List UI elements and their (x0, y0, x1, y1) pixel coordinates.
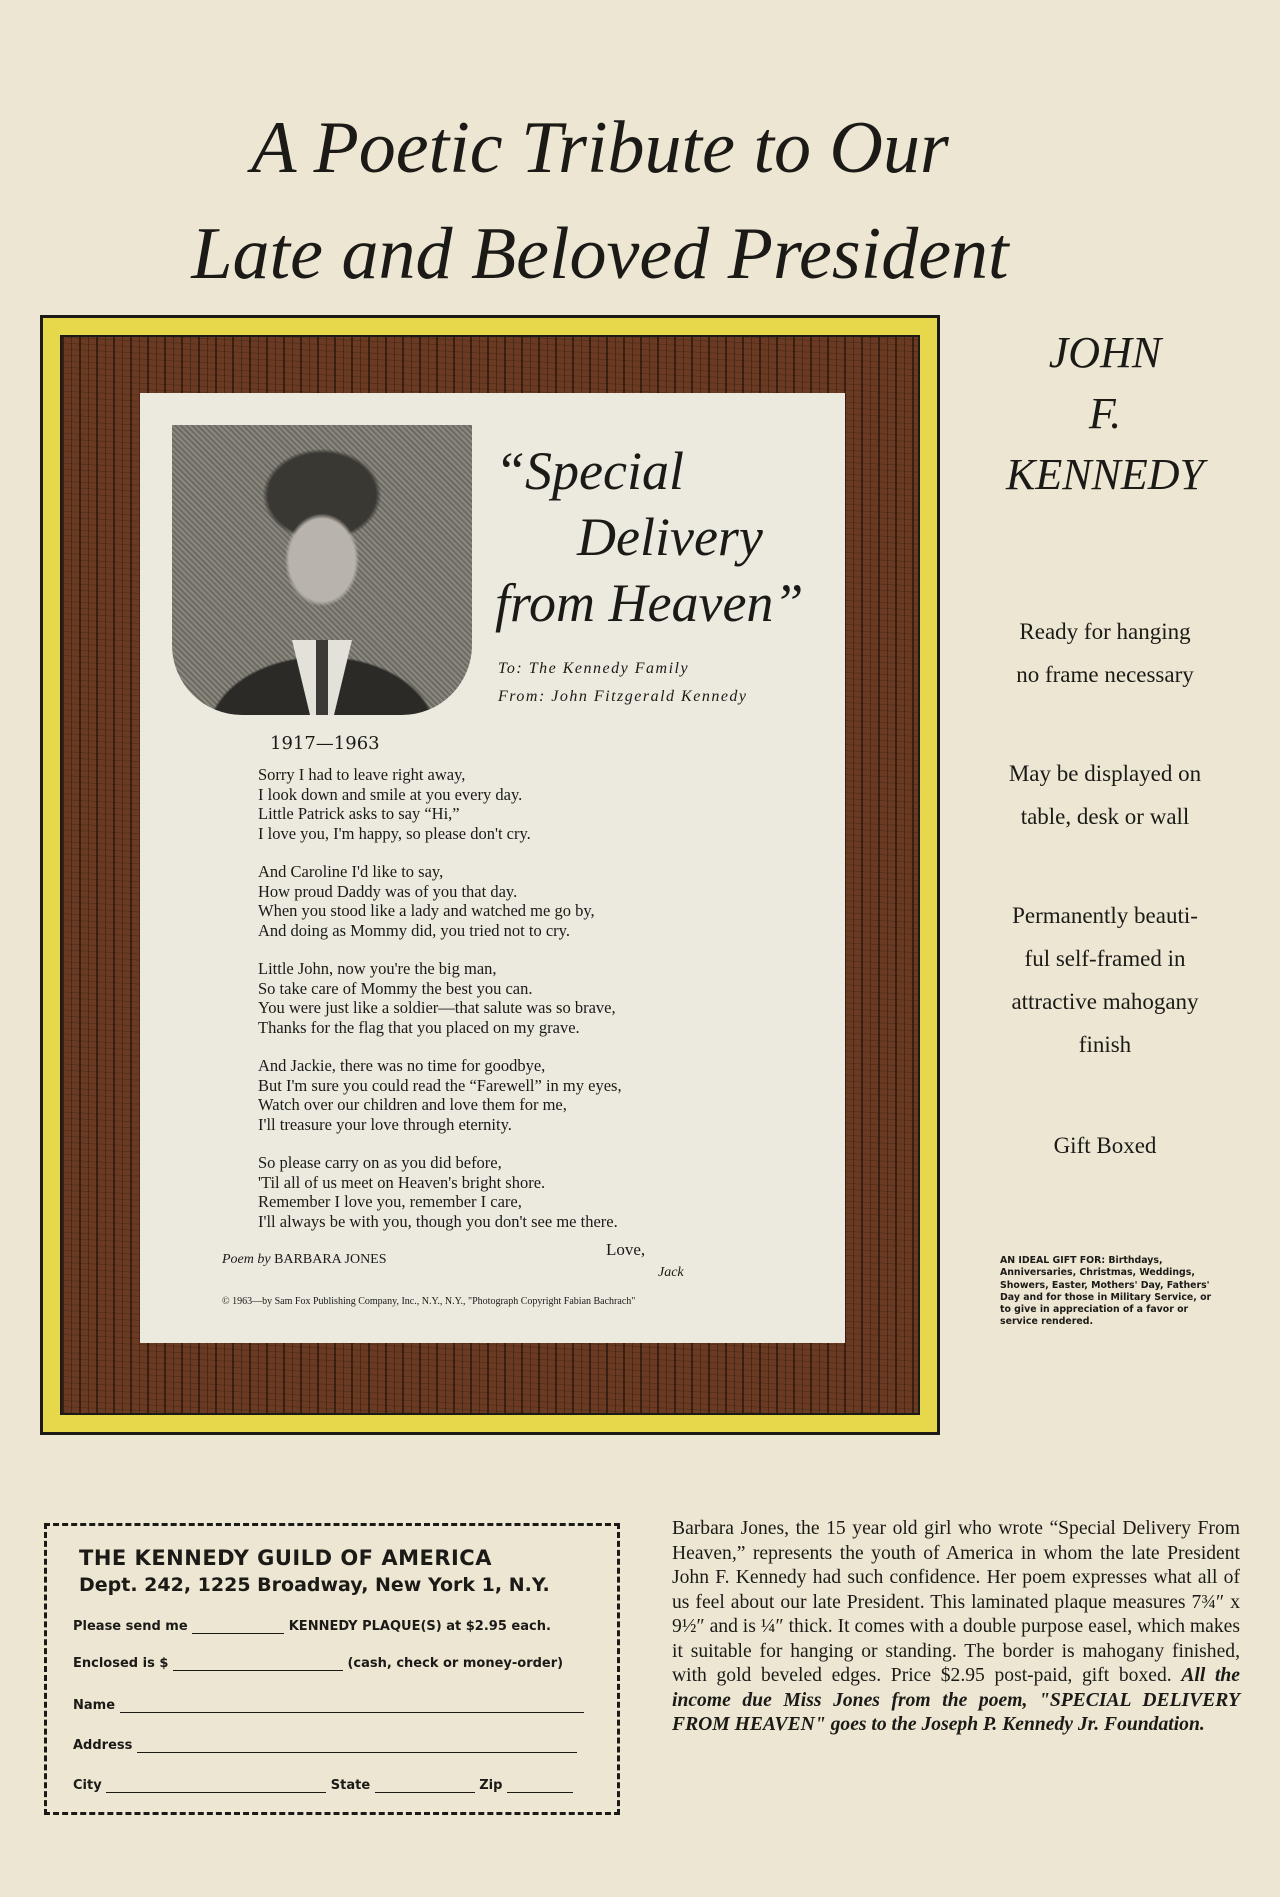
poem-line: And Caroline I'd like to say, (258, 862, 444, 881)
poem-line: Watch over our children and love them for me, (258, 1095, 567, 1114)
feature-line: finish (1078, 1032, 1132, 1057)
poem-title-line-3: from Heaven” (495, 573, 804, 633)
poem-line: So please carry on as you did before, (258, 1153, 502, 1172)
feature-finish (955, 894, 1255, 1066)
poem-body (258, 765, 818, 1250)
state-field[interactable] (375, 1792, 475, 1793)
poem-line: Remember I love you, remember I care, (258, 1192, 522, 1211)
poem-title-line-2: Delivery (577, 507, 763, 567)
poem-line: Thanks for the flag that you placed on my grave. (258, 1017, 580, 1037)
product-description (672, 1517, 1240, 1738)
plaque-card (140, 393, 845, 1343)
foundation-note: All the income due Miss Jones from the poem, "SPECIAL DELIVERY FROM HEAVEN" goes to the Joseph P. Kennedy Jr. Foundation. (672, 1665, 1240, 1735)
byline-author: BARBARA JONES (274, 1252, 387, 1267)
description-text: Barbara Jones, the 15 year old girl who wrote “Special Delivery From Heaven,” represents the youth of America in whom the late President John F. Kennedy had such confidence. Her poem expresses what all of us feel about our late President. This laminated plaque measures 7¾″ x 9½″ and is ¼″ thick. It comes with a double purpose easel, which makes it suitable for hanging or standing. The border is mahogany finished, with gold beveled edges. Price $2.95 post-paid, gift boxed. (672, 1518, 1240, 1686)
quantity-row (73, 1619, 551, 1634)
enclosed-suffix: (cash, check or money-order) (347, 1656, 564, 1671)
poem-line: I'll treasure your love through eternity. (258, 1114, 512, 1134)
poem-line: When you stood like a lady and watched me go by, (258, 901, 595, 920)
coupon-address: Dept. 242, 1225 Broadway, New York 1, N.Y. (79, 1574, 550, 1596)
poem-line: Little Patrick asks to say “Hi,” (258, 804, 460, 823)
headline-line-2: Late and Beloved President (191, 213, 1009, 295)
feature-line: May be displayed on (1008, 761, 1202, 786)
kennedy-portrait-image (172, 425, 472, 715)
feature-hanging (955, 610, 1255, 696)
enclosed-row (73, 1656, 563, 1671)
name-line: F. (1088, 389, 1122, 438)
poem-line: Sorry I had to leave right away, (258, 765, 466, 784)
name-row (73, 1698, 584, 1713)
address-row (73, 1738, 577, 1753)
order-coupon (44, 1523, 620, 1815)
poem-line: I'll always be with you, though you don't see me there. (258, 1211, 618, 1231)
send-label: Please send me (73, 1619, 188, 1634)
city-state-zip-row (73, 1778, 573, 1793)
address-field[interactable] (137, 1752, 577, 1753)
feature-line: table, desk or wall (1020, 804, 1190, 829)
poem-signature: Jack (658, 1265, 684, 1280)
feature-line: Gift Boxed (1053, 1133, 1157, 1158)
poem-closing: Love, (606, 1240, 646, 1259)
dedication-from: From: John Fitzgerald Kennedy (498, 688, 748, 705)
ideal-gift-note (1000, 1255, 1222, 1329)
name-label: Name (73, 1698, 116, 1713)
poem-byline (222, 1252, 387, 1268)
poem-stanza (258, 1056, 818, 1134)
name-field[interactable] (120, 1712, 584, 1713)
feature-display (955, 752, 1255, 838)
gift-text: Birthdays, Anniversaries, Christmas, Weddings, Showers, Easter, Mothers' Day, Fathers' Day and for those in Military Service, or to give in appreciation of a favor or service rendered. (1000, 1255, 1212, 1328)
name-line: KENNEDY (1005, 450, 1205, 499)
poem-stanza (258, 1153, 818, 1231)
poem-line: So take care of Mommy the best you can. (258, 978, 533, 998)
name-line: JOHN (1048, 328, 1162, 377)
poem-title-line-1: “Special (495, 441, 684, 501)
feature-line: Ready for hanging (1019, 619, 1191, 644)
feature-list (955, 610, 1255, 1167)
feature-line: no frame necessary (1016, 662, 1194, 687)
city-label: City (73, 1778, 102, 1793)
poem-line: And Jackie, there was no time for goodbye, (258, 1056, 546, 1075)
feature-line: Permanently beauti- (1012, 903, 1198, 928)
poem-stanza (258, 959, 818, 1037)
byline-prefix: Poem by (222, 1252, 271, 1267)
poem-stanza (258, 862, 818, 940)
amount-field[interactable] (173, 1670, 343, 1671)
enclosed-label: Enclosed is $ (73, 1656, 169, 1671)
send-suffix: KENNEDY PLAQUE(S) at $2.95 each. (288, 1619, 551, 1634)
poem-line: Little John, now you're the big man, (258, 959, 497, 978)
zip-label: Zip (479, 1778, 503, 1793)
poem-line: And doing as Mommy did, you tried not to cry. (258, 920, 570, 940)
quantity-field[interactable] (192, 1633, 284, 1634)
zip-field[interactable] (507, 1792, 573, 1793)
feature-gift-boxed (955, 1124, 1255, 1167)
city-field[interactable] (106, 1792, 326, 1793)
poem-line: How proud Daddy was of you that day. (258, 881, 518, 901)
poem-line: But I'm sure you could read the “Farewell” in my eyes, (258, 1075, 622, 1095)
copyright-notice: © 1963—by Sam Fox Publishing Company, Inc., N.Y., N.Y., "Photograph Copyright Fabian Bachrach" (222, 1296, 636, 1307)
address-label: Address (73, 1738, 133, 1753)
dedication-to: To: The Kennedy Family (498, 660, 690, 677)
life-years: 1917—1963 (270, 733, 380, 754)
state-label: State (330, 1778, 371, 1793)
headline (150, 95, 1050, 307)
portrait-collar (292, 640, 352, 715)
dedication (498, 655, 748, 711)
kennedy-name (955, 322, 1255, 505)
poem-line: I love you, I'm happy, so please don't cry. (258, 823, 531, 843)
poem-line: You were just like a soldier—that salute was so brave, (258, 998, 616, 1017)
headline-line-1: A Poetic Tribute to Our (251, 107, 949, 189)
poem-line: 'Til all of us meet on Heaven's bright shore. (258, 1172, 546, 1192)
gift-label: AN IDEAL GIFT FOR: (1000, 1255, 1106, 1266)
poem-title (495, 438, 825, 636)
feature-line: attractive mahogany (1011, 989, 1199, 1014)
coupon-title: THE KENNEDY GUILD OF AMERICA (79, 1546, 492, 1570)
poem-line: I look down and smile at you every day. (258, 784, 523, 804)
feature-line: ful self-framed in (1024, 946, 1186, 971)
poem-stanza (258, 765, 818, 843)
